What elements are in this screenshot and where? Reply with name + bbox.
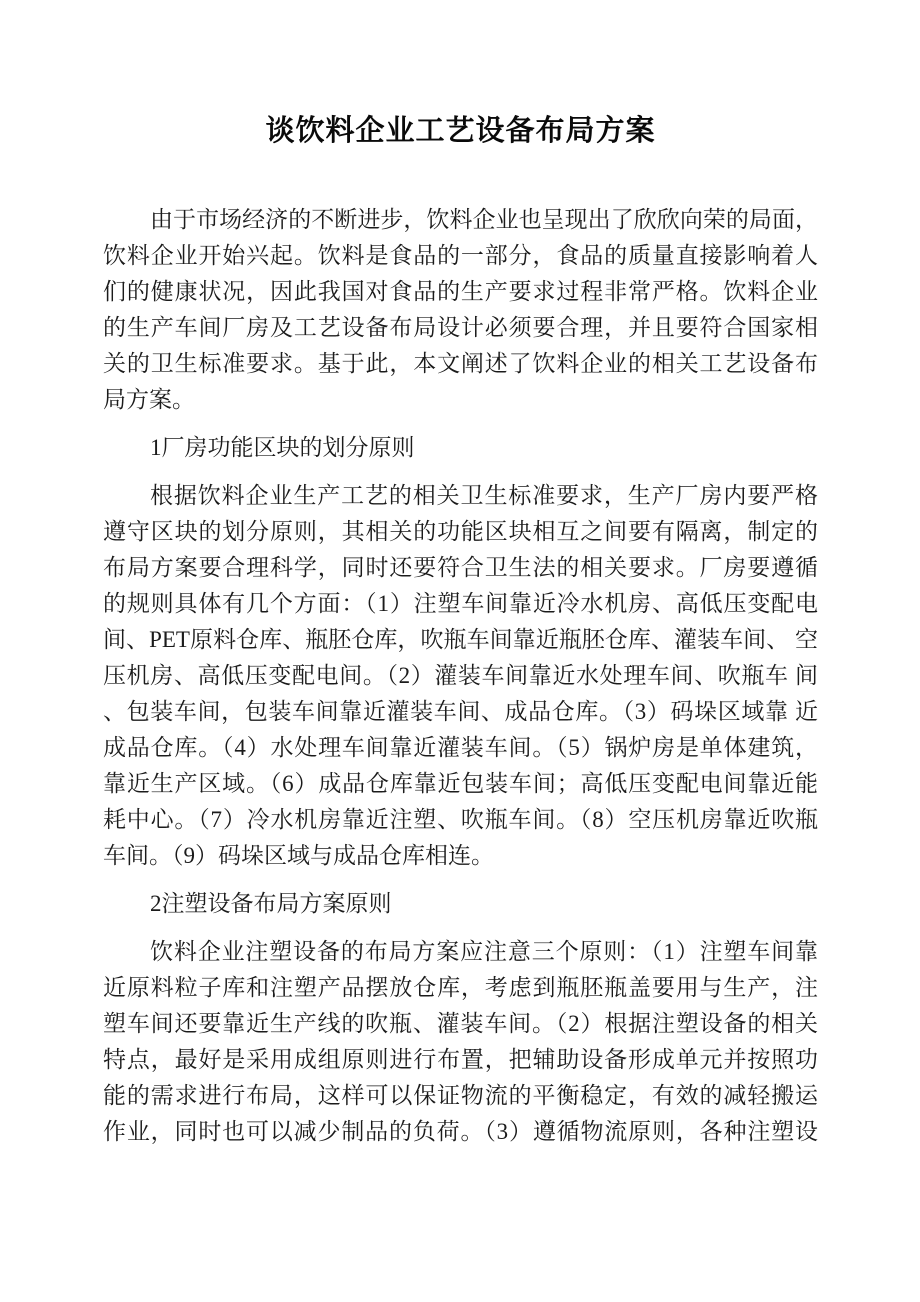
text-line: 车间。（9）码垛区域与成品仓库相连。: [103, 843, 494, 868]
document-title: 谈饮料企业工艺设备布局方案: [265, 115, 656, 147]
text-line: 能的需求进行布局，这样可以保证物流的平衡稳定，有效的减轻搬运: [103, 1083, 818, 1108]
paragraph-3: [103, 934, 818, 1150]
paragraph-2: [103, 478, 818, 874]
text-line: 由于市场经济的不断进步，饮料企业也呈现出了欣欣向荣的局面，: [150, 207, 818, 232]
text-line: 布局方案要合理科学，同时还要符合卫生法的相关要求。厂房要遵循: [103, 555, 818, 580]
text-line: 关的卫生标准要求。基于此，本文阐述了饮料企业的相关工艺设备布: [103, 351, 818, 376]
text-line: 遵守区块的划分原则，其相关的功能区块相互之间要有隔离，制定的: [103, 519, 818, 544]
text-line: 局方案。: [103, 387, 195, 412]
text-line: 特点，最好是采用成组原则进行布置，把辅助设备形成单元并按照功: [103, 1047, 818, 1072]
text-line: 饮料企业注塑设备的布局方案应注意三个原则：（1）注塑车间靠: [150, 939, 818, 964]
text-line: 压机房、高低压变配电间。（2）灌装车间靠近水处理车间、吹瓶车 间: [103, 663, 818, 688]
text-line: 根据饮料企业生产工艺的相关卫生标准要求，生产厂房内要严格: [150, 483, 818, 508]
text-line: 的规则具体有几个方面：（1）注塑车间靠近冷水机房、高低压变配电: [103, 591, 818, 616]
text-line: 的生产车间厂房及工艺设备布局设计必须要合理，并且要符合国家相: [103, 315, 818, 340]
text-line: 、包装车间，包装车间靠近灌装车间、成品仓库。（3）码垛区域靠 近: [103, 699, 818, 724]
text-line: 成品仓库。（4）水处理车间靠近灌装车间。（5）锅炉房是单体建筑，: [103, 735, 818, 760]
section-heading-1: 1厂房功能区块的划分原则: [150, 435, 415, 460]
section-heading-2: 2注塑设备布局方案原则: [150, 891, 392, 916]
text-line: 们的健康状况，因此我国对食品的生产要求过程非常严格。饮料企业: [103, 279, 818, 304]
text-line: 作业，同时也可以减少制品的负荷。（3）遵循物流原则，各种注塑设: [103, 1119, 818, 1144]
text-line: 耗中心。（7）冷水机房靠近注塑、吹瓶车间。（8）空压机房靠近吹瓶: [103, 807, 818, 832]
text-line: 塑车间还要靠近生产线的吹瓶、灌装车间。（2）根据注塑设备的相关: [103, 1011, 818, 1036]
paragraph-1: [103, 202, 818, 418]
text-line: 近原料粒子库和注塑产品摆放仓库，考虑到瓶胚瓶盖要用与生产，注: [103, 975, 818, 1000]
text-line: 间、PET原料仓库、瓶胚仓库，吹瓶车间靠近瓶胚仓库、灌装车间、 空: [103, 627, 818, 652]
text-line: 饮料企业开始兴起。饮料是食品的一部分，食品的质量直接影响着人: [103, 243, 818, 268]
text-line: 靠近生产区域。（6）成品仓库靠近包装车间；高低压变配电间靠近能: [103, 771, 818, 796]
